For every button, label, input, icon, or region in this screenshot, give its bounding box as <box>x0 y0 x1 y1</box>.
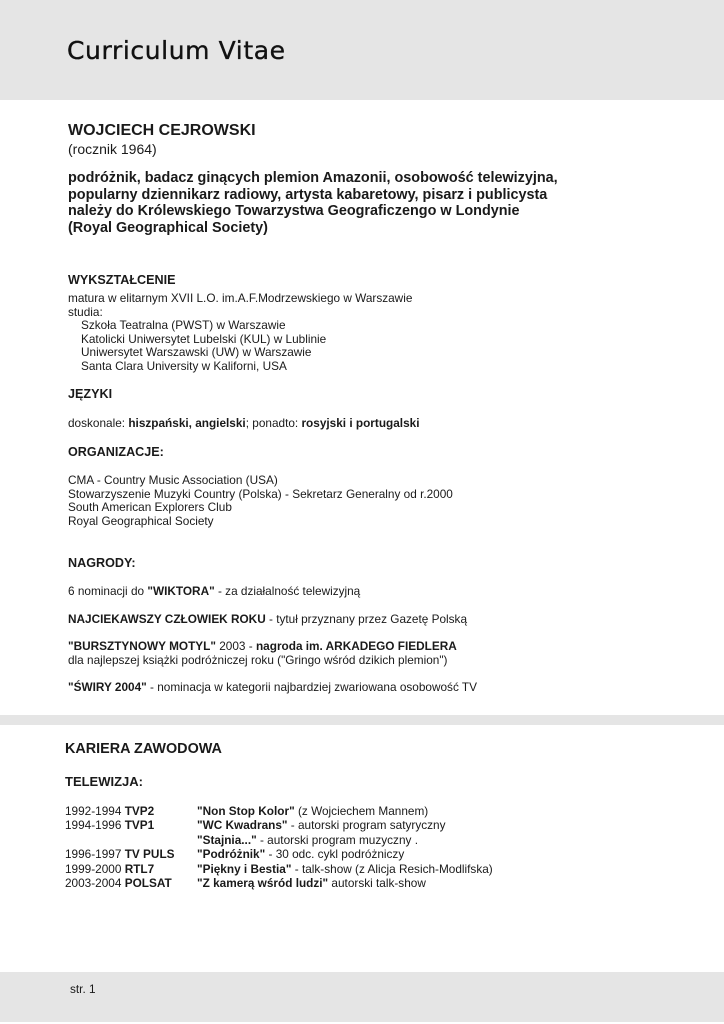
tv-row <box>65 862 493 876</box>
tv-title: "Podróżnik" <box>197 847 266 862</box>
tv-title: "Stajnia..." <box>197 832 257 847</box>
languages-primary: hiszpański, angielski <box>128 416 246 430</box>
education-line: matura w elitarnym XVII L.O. im.A.F.Modrzewskiego w Warszawie <box>68 291 413 305</box>
tv-years: 1999-2000 <box>65 861 125 876</box>
tv-note: - 30 odc. cykl podróżniczy <box>265 847 405 862</box>
award-text: 6 nominacji do <box>68 584 148 598</box>
tv-title: "Z kamerą wśród ludzi" <box>197 876 329 891</box>
tv-period <box>65 804 197 818</box>
tv-program <box>197 833 418 847</box>
tv-title: "Piękny i Bestia" <box>197 861 292 876</box>
tv-row <box>65 876 493 890</box>
organizations-list <box>68 474 453 528</box>
award-item <box>68 640 457 667</box>
tv-note: autorski talk-show <box>328 876 426 891</box>
tv-note: (z Wojciechem Mannem) <box>294 804 429 818</box>
tv-years: 2003-2004 <box>65 876 125 891</box>
tv-program <box>197 804 428 818</box>
tv-program <box>197 818 446 832</box>
award-name: "WIKTORA" <box>147 584 215 598</box>
award-text: dla najlepszej książki podróżniczej roku ("Gringo wśród dzikich plemion") <box>68 652 448 667</box>
tv-years: 1992-1994 <box>65 804 125 818</box>
languages-secondary: rosyjski i portugalski <box>301 416 420 430</box>
career-heading: KARIERA ZAWODOWA <box>65 741 222 757</box>
description-line: podróżnik, badacz ginących plemion Amazonii, osobowość telewizyjna, <box>68 170 558 186</box>
tv-period <box>65 818 197 832</box>
organization-item: Stowarzyszenie Muzyki Country (Polska) - Sekretarz Generalny od r.2000 <box>68 486 453 501</box>
tv-channel: RTL7 <box>124 861 155 876</box>
award-name: NAJCIEKAWSZY CZŁOWIEK ROKU <box>68 612 266 626</box>
organization-item: South American Explorers Club <box>68 500 232 515</box>
birth-year: (rocznik 1964) <box>68 141 157 157</box>
award-name: nagroda im. ARKADEGO FIEDLERA <box>255 639 457 653</box>
description-line: popularny dziennikarz radiowy, artysta kabaretowy, pisarz i publicysta <box>68 186 548 203</box>
tv-note: - talk-show (z Alicja Resich-Modlifska) <box>291 861 493 876</box>
award-item <box>68 613 467 627</box>
languages-pre: doskonale: <box>68 416 129 430</box>
organizations-heading: ORGANIZACJE: <box>68 445 164 459</box>
education-list <box>68 292 412 374</box>
tv-note: - autorski program muzyczny . <box>256 832 418 847</box>
tv-row <box>65 833 493 847</box>
awards-heading: NAGRODY: <box>68 556 136 570</box>
education-heading: WYKSZTAŁCENIE <box>68 273 176 287</box>
tv-program <box>197 847 404 861</box>
tv-program <box>197 862 493 876</box>
study-item: Katolicki Uniwersytet Lubelski (KUL) w Lublinie <box>81 331 327 346</box>
tv-title: "Non Stop Kolor" <box>197 804 295 818</box>
person-description <box>68 170 688 236</box>
award-text: - za działalność telewizyjną <box>214 584 361 598</box>
tv-note: - autorski program satyryczny <box>287 818 446 833</box>
tv-period <box>65 876 197 890</box>
description-line: (Royal Geographical Society) <box>68 219 268 236</box>
award-item <box>68 681 477 695</box>
organization-item: Royal Geographical Society <box>68 513 214 528</box>
person-name: WOJCIECH CEJROWSKI <box>68 122 256 139</box>
tv-heading: TELEWIZJA: <box>65 774 143 789</box>
description-line: należy do Królewskiego Towarzystwa Geograficzengo w Londynie <box>68 203 520 219</box>
tv-row <box>65 847 493 861</box>
tv-title: "WC Kwadrans" <box>197 818 288 833</box>
tv-years: 1996-1997 <box>65 847 125 862</box>
tv-channel: TV PULS <box>124 847 175 862</box>
study-item: Szkoła Teatralna (PWST) w Warszawie <box>81 318 286 333</box>
section-divider <box>0 715 724 725</box>
education-line: studia: <box>68 304 103 319</box>
award-text: - nominacja w kategorii najbardziej zwariowana osobowość TV <box>146 680 477 694</box>
tv-row <box>65 804 493 818</box>
tv-years: 1994-1996 <box>65 818 125 833</box>
tv-period <box>65 847 197 861</box>
tv-list <box>65 804 493 890</box>
award-item <box>68 585 360 599</box>
award-name: "BURSZTYNOWY MOTYL" <box>68 639 216 653</box>
page-number: str. 1 <box>70 982 96 996</box>
tv-channel: TVP1 <box>124 818 155 833</box>
study-item: Uniwersytet Warszawski (UW) w Warszawie <box>81 345 312 360</box>
page-title: Curriculum Vitae <box>67 36 286 65</box>
tv-period <box>65 833 197 847</box>
tv-channel: TVP2 <box>124 804 155 818</box>
languages-mid: ; ponadto: <box>245 416 302 430</box>
award-text: 2003 - <box>215 639 256 653</box>
tv-row <box>65 818 493 832</box>
award-text: - tytuł przyznany przez Gazetę Polską <box>265 612 468 626</box>
tv-program <box>197 876 426 890</box>
organization-item: CMA - Country Music Association (USA) <box>68 473 278 487</box>
languages-heading: JĘZYKI <box>68 387 113 401</box>
footer-band <box>0 972 724 1022</box>
study-item: Santa Clara University w Kaliforni, USA <box>81 358 287 373</box>
languages-text <box>68 417 419 431</box>
award-name: "ŚWIRY 2004" <box>68 680 147 694</box>
tv-period <box>65 862 197 876</box>
tv-channel: POLSAT <box>124 876 172 891</box>
